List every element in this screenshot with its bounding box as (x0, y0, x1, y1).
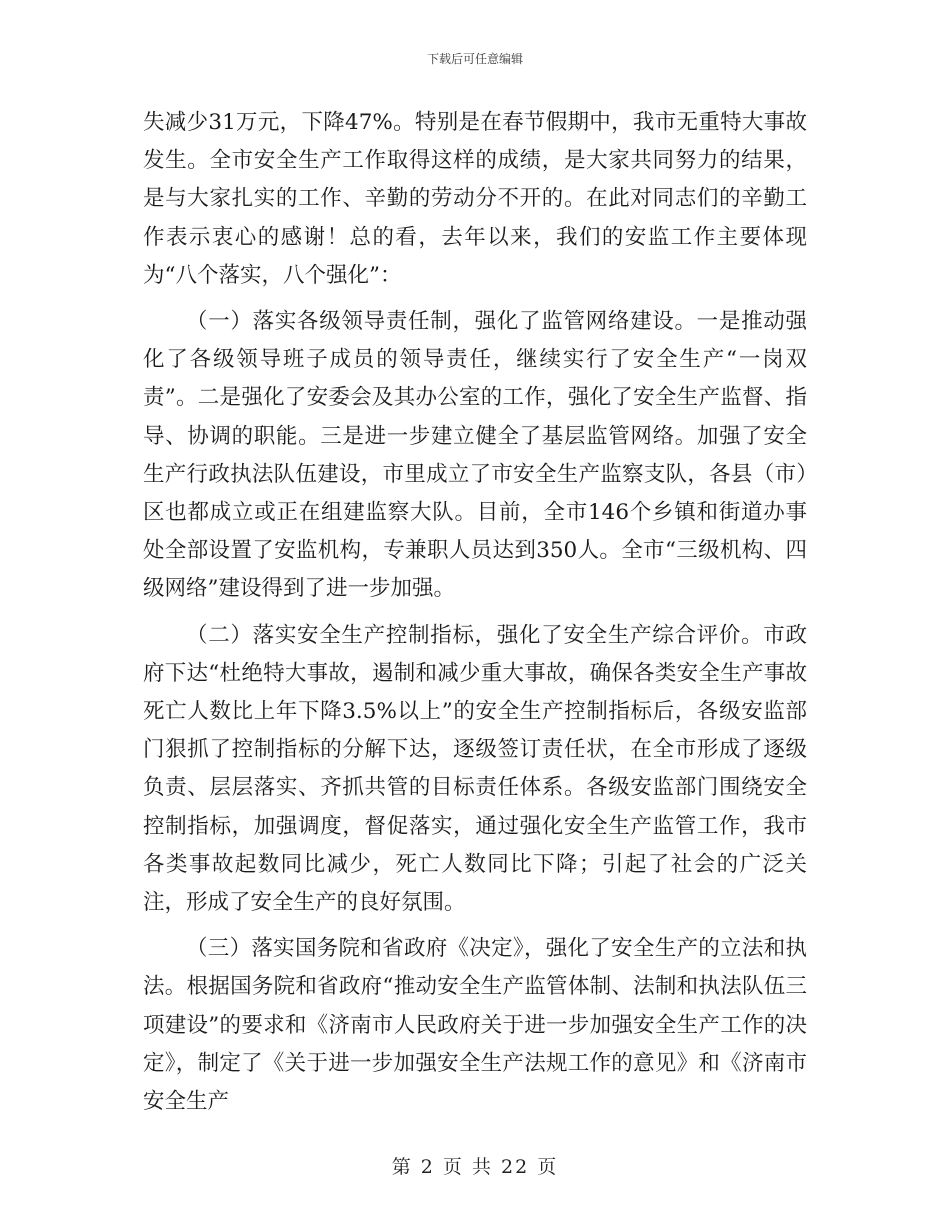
document-body (143, 104, 807, 1121)
paragraph-intro: 失减少31万元，下降47%。特别是在春节假期中，我市无重特大事故发生。全市安全生产工作取得这样的成绩，是大家共同努力的结果，是与大家扎实的工作、辛勤的劳动分不开的。在此对同志们的辛勤工作表示衷心的感谢！总的看，去年以来，我们的安监工作主要体现为“八个落实，八个强化”： (143, 110, 807, 288)
page-number: 第 2 页 共 22 页 (391, 1156, 559, 1178)
paragraph-section-1: （一）落实各级领导责任制，强化了监管网络建设。一是推动强化了各级领导班子成员的领导责任，继续实行了安全生产“一岗双责”。二是强化了安委会及其办公室的工作，强化了安全生产监督、指导、协调的职能。三是进一步建立健全了基层监管网络。加强了安全生产行政执法队伍建设，市里成立了市安全生产监察支队，各县（市）区也都成立或正在组建监察大队。目前，全市146个乡镇和街道办事处全部设置了安监机构，专兼职人员达到350人。全市“三级机构、四级网络”建设得到了进一步加强。 (143, 309, 807, 602)
page-header-note: 下载后可任意编辑 (426, 52, 523, 66)
paragraph-section-3: （三）落实国务院和省政府《决定》，强化了安全生产的立法和执法。根据国务院和省政府“推动安全生产监管体制、法制和执法队伍三项建设”的要求和《济南市人民政府关于进一步加强安全生产工作的决定》，制定了《关于进一步加强安全生产法规工作的意见》和《济南市安全生产 (143, 936, 807, 1115)
paragraph-section-2: （二）落实安全生产控制指标，强化了安全生产综合评价。市政府下达“杜绝特大事故，遏制和减少重大事故，确保各类安全生产事故死亡人数比上年下降3.5%以上”的安全生产控制指标后，各级安监部门狠抓了控制指标的分解下达，逐级签订责任状，在全市形成了逐级负责、层层落实、齐抓共管的目标责任体系。各级安监部门围绕安全控制指标，加强调度，督促落实，通过强化安全生产监管工作，我市各类事故起数同比减少，死亡人数同比下降；引起了社会的广泛关注，形成了安全生产的良好氛围。 (143, 622, 807, 916)
